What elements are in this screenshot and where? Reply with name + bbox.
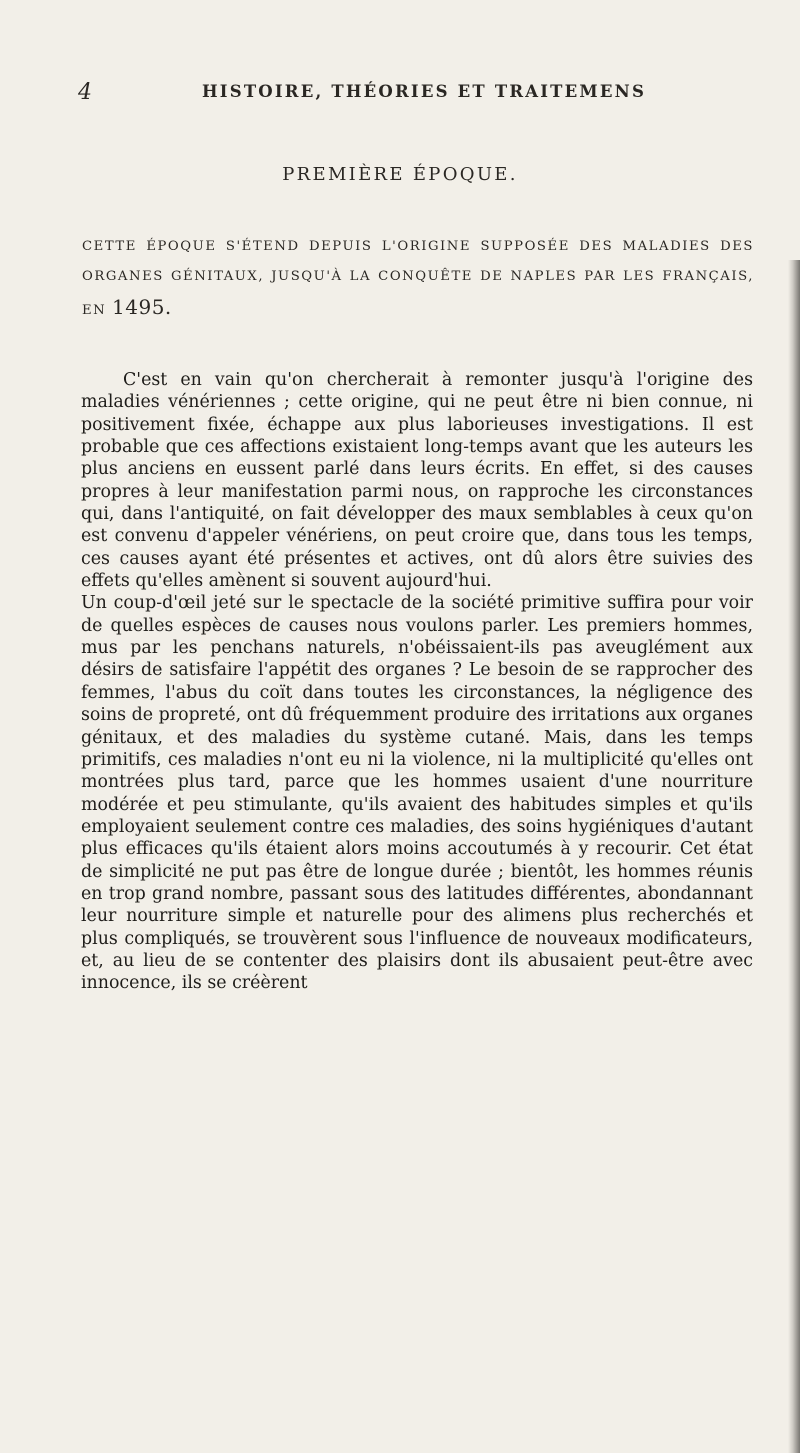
chapter-summary	[82, 232, 754, 326]
page-edge-shadow	[788, 260, 800, 1453]
chapter-summary-year: 1495.	[112, 295, 172, 319]
chapter-title: PREMIÈRE ÉPOQUE.	[282, 164, 518, 185]
chapter-summary-text: CETTE ÉPOQUE S'ÉTEND DEPUIS L'ORIGINE SUPPOSÉE DES MALADIES DES ORGANES GÉNITAUX, JUSQU'À LA CONQUÊTE DE NAPLES PAR LES FRANÇAIS, EN	[82, 239, 754, 318]
running-head	[78, 80, 718, 106]
page-number: 4	[78, 80, 92, 105]
running-title: HISTOIRE, THÉORIES ET TRAITEMENS	[202, 82, 647, 101]
paragraph: Un coup-d'œil jeté sur le spectacle de la société primitive suffira pour voir de quelles espèces de causes nous voulons parler. Les premiers hommes, mus par les penchans naturels, n'obéissaient-ils pas aveuglément aux désirs de satisfaire l'appétit des organes ? Le besoin de se rapprocher des femmes, l'abus du coït dans toutes les circonstances, la négligence des soins de propreté, ont dû fréquemment produire des irritations aux organes génitaux, et des maladies du système cutané. Mais, dans les temps primitifs, ces maladies n'ont eu ni la violence, ni la multiplicité qu'elles ont montrées plus tard, parce que les hommes usaient d'une nourriture modérée et peu stimulante, qu'ils avaient des habitudes simples et qu'ils employaient seulement contre ces maladies, des soins hygiéniques d'autant plus efficaces qu'ils étaient alors moins accoutumés à y recourir. Cet état de simplicité ne put pas être de longue durée ; bientôt, les hommes réunis en trop grand nombre, passant sous des latitudes différentes, abondannant leur nourriture simple et naturelle pour des alimens plus recherchés et plus compliqués, se trouvèrent sous l'influence de nouveaux modificateurs, et, au lieu de se contenter des plaisirs dont ils abusaient peut-être avec innocence, ils se créèrent	[81, 593, 753, 994]
paragraph: C'est en vain qu'on chercherait à remonter jusqu'à l'origine des maladies vénériennes ; cette origine, qui ne peut être ni bien connue, ni positivement fixée, échappe aux plus laborieuses investigations. Il est probable que ces affections existaient long-temps avant que les auteurs les plus anciens en eussent parlé dans leurs écrits. En effet, si des causes propres à leur manifestation parmi nous, on rapproche les circonstances qui, dans l'antiquité, on fait développer des maux semblables à ceux qu'on est convenu d'appeler vénériens, on peut croire que, dans tous les temps, ces causes ayant été présentes et actives, ont dû alors être suivies des effets qu'elles amènent si souvent aujourd'hui.	[81, 370, 753, 592]
body-text	[81, 369, 753, 995]
